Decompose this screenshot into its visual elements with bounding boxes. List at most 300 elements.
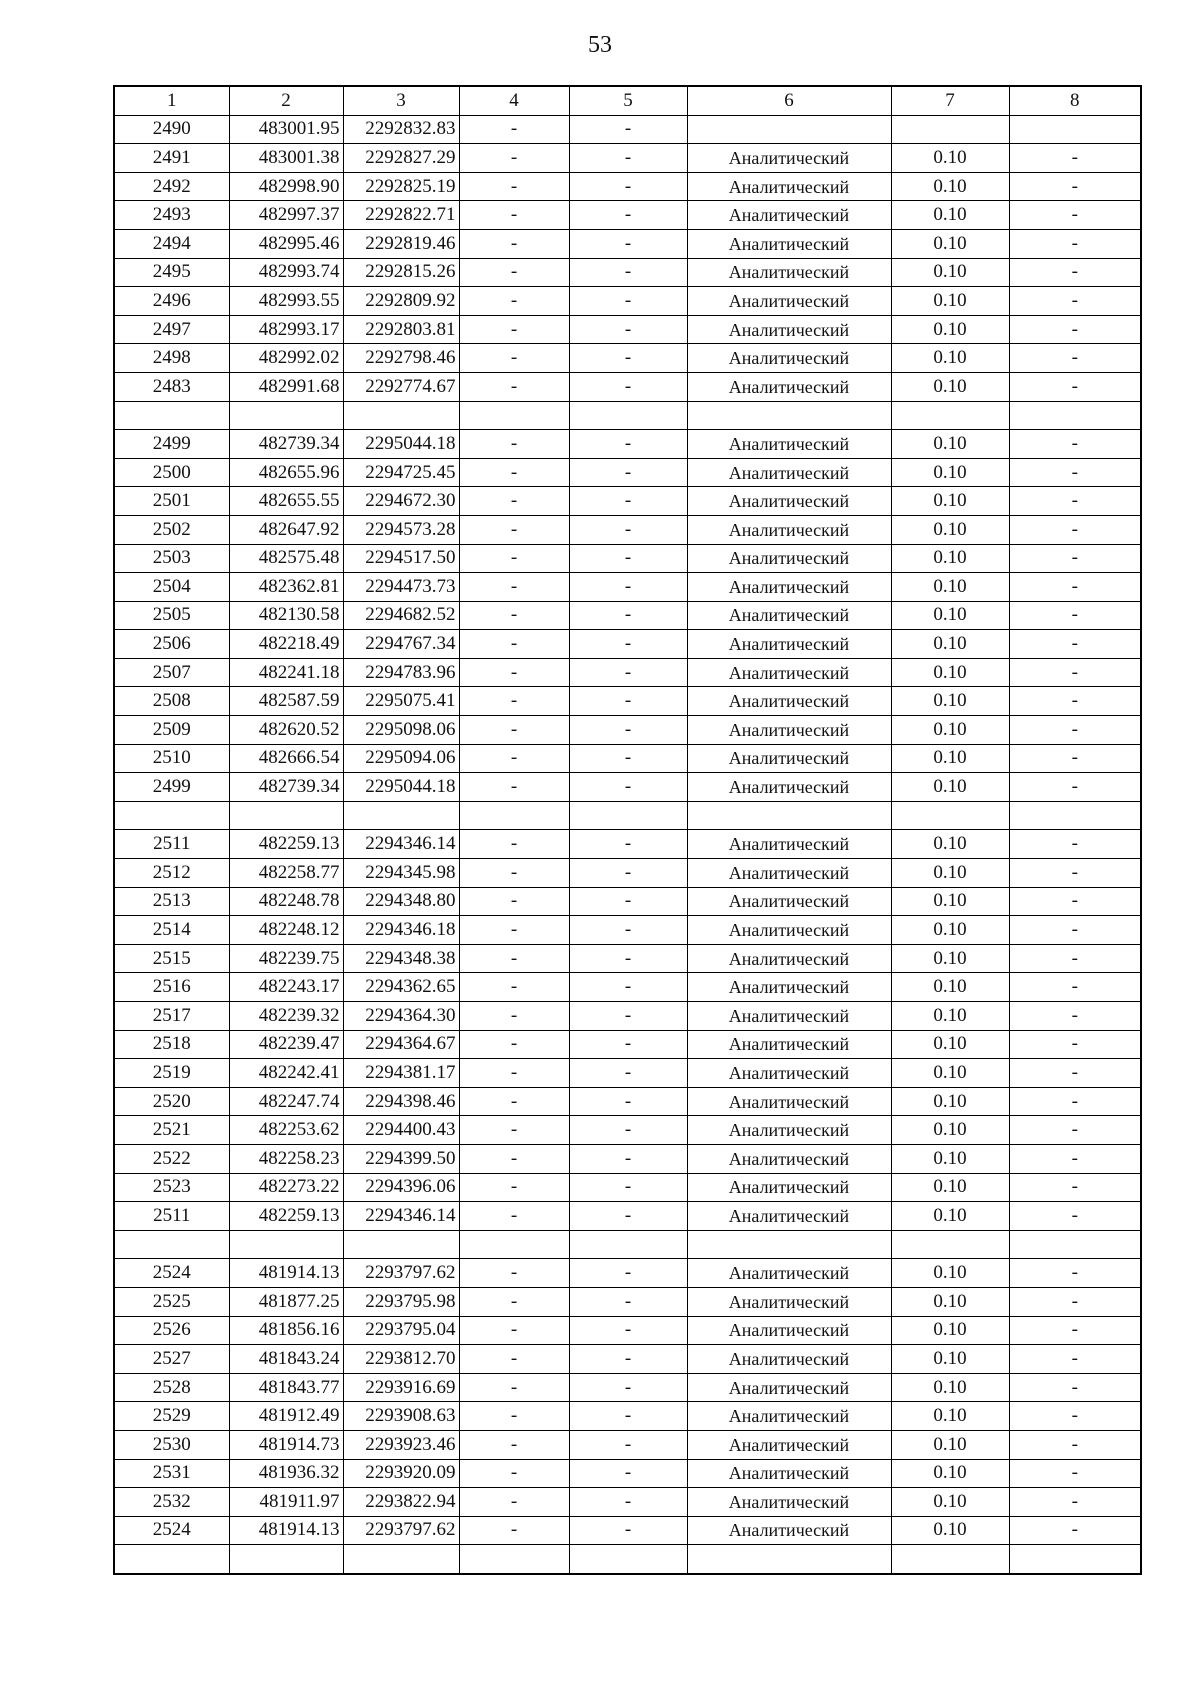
column-4-cell: -	[459, 630, 569, 659]
point-number-cell: 2506	[114, 630, 229, 659]
column-8-cell	[1009, 801, 1141, 830]
column-5-cell	[569, 801, 687, 830]
column-header-8: 8	[1009, 86, 1141, 115]
x-coordinate-cell: 482993.74	[229, 258, 343, 287]
column-4-cell: -	[459, 315, 569, 344]
column-4-cell: -	[459, 716, 569, 745]
method-cell: Аналитический	[687, 258, 891, 287]
method-cell: Аналитический	[687, 1087, 891, 1116]
y-coordinate-cell: 2292832.83	[343, 115, 459, 144]
accuracy-cell: 0.10	[891, 1002, 1009, 1031]
point-number-cell: 2528	[114, 1373, 229, 1402]
point-number-cell: 2522	[114, 1144, 229, 1173]
method-cell: Аналитический	[687, 1030, 891, 1059]
table-row	[114, 1116, 1141, 1145]
x-coordinate-cell: 482253.62	[229, 1116, 343, 1145]
column-5-cell: -	[569, 287, 687, 316]
column-8-cell: -	[1009, 573, 1141, 602]
column-4-cell	[459, 801, 569, 830]
accuracy-cell	[891, 1545, 1009, 1574]
column-4-cell: -	[459, 830, 569, 859]
x-coordinate-cell: 482248.78	[229, 887, 343, 916]
y-coordinate-cell: 2293797.62	[343, 1259, 459, 1288]
point-number-cell: 2503	[114, 544, 229, 573]
table-row	[114, 687, 1141, 716]
accuracy-cell: 0.10	[891, 1287, 1009, 1316]
x-coordinate-cell: 482993.55	[229, 287, 343, 316]
column-4-cell: -	[459, 372, 569, 401]
y-coordinate-cell: 2293795.98	[343, 1287, 459, 1316]
column-8-cell: -	[1009, 658, 1141, 687]
point-number-cell: 2497	[114, 315, 229, 344]
column-header-6: 6	[687, 86, 891, 115]
point-number-cell: 2505	[114, 601, 229, 630]
point-number-cell: 2514	[114, 916, 229, 945]
column-4-cell: -	[459, 1087, 569, 1116]
point-number-cell: 2515	[114, 944, 229, 973]
column-5-cell: -	[569, 830, 687, 859]
column-4-cell: -	[459, 1488, 569, 1517]
column-4-cell: -	[459, 144, 569, 173]
table-row	[114, 430, 1141, 459]
y-coordinate-cell: 2294682.52	[343, 601, 459, 630]
accuracy-cell: 0.10	[891, 1488, 1009, 1517]
column-8-cell: -	[1009, 1202, 1141, 1231]
table-row	[114, 1144, 1141, 1173]
column-8-cell: -	[1009, 1516, 1141, 1545]
column-8-cell: -	[1009, 229, 1141, 258]
column-5-cell: -	[569, 916, 687, 945]
y-coordinate-cell: 2294364.30	[343, 1002, 459, 1031]
column-8-cell: -	[1009, 1259, 1141, 1288]
point-number-cell: 2500	[114, 458, 229, 487]
x-coordinate-cell: 481936.32	[229, 1459, 343, 1488]
column-5-cell: -	[569, 315, 687, 344]
y-coordinate-cell	[343, 401, 459, 430]
accuracy-cell: 0.10	[891, 1087, 1009, 1116]
column-8-cell: -	[1009, 1173, 1141, 1202]
column-4-cell: -	[459, 1430, 569, 1459]
column-5-cell: -	[569, 573, 687, 602]
x-coordinate-cell: 482248.12	[229, 916, 343, 945]
point-number-cell: 2499	[114, 430, 229, 459]
column-4-cell: -	[459, 1316, 569, 1345]
y-coordinate-cell: 2294348.38	[343, 944, 459, 973]
column-header-1: 1	[114, 86, 229, 115]
point-number-cell: 2527	[114, 1345, 229, 1374]
table-row	[114, 859, 1141, 888]
table-row	[114, 973, 1141, 1002]
method-cell: Аналитический	[687, 430, 891, 459]
y-coordinate-cell: 2294783.96	[343, 658, 459, 687]
table-row	[114, 944, 1141, 973]
y-coordinate-cell: 2293797.62	[343, 1516, 459, 1545]
method-cell: Аналитический	[687, 601, 891, 630]
accuracy-cell: 0.10	[891, 1373, 1009, 1402]
table-header	[114, 86, 1141, 115]
x-coordinate-cell: 482993.17	[229, 315, 343, 344]
method-cell: Аналитический	[687, 744, 891, 773]
accuracy-cell: 0.10	[891, 744, 1009, 773]
column-5-cell: -	[569, 144, 687, 173]
y-coordinate-cell: 2294396.06	[343, 1173, 459, 1202]
column-5-cell: -	[569, 1459, 687, 1488]
table-row	[114, 830, 1141, 859]
column-8-cell	[1009, 1545, 1141, 1574]
accuracy-cell: 0.10	[891, 1116, 1009, 1145]
column-5-cell: -	[569, 515, 687, 544]
table-row	[114, 1230, 1141, 1259]
x-coordinate-cell: 482259.13	[229, 1202, 343, 1231]
x-coordinate-cell: 481914.13	[229, 1516, 343, 1545]
method-cell: Аналитический	[687, 658, 891, 687]
point-number-cell: 2496	[114, 287, 229, 316]
table-row	[114, 1430, 1141, 1459]
accuracy-cell: 0.10	[891, 344, 1009, 373]
method-cell: Аналитический	[687, 1144, 891, 1173]
point-number-cell: 2494	[114, 229, 229, 258]
x-coordinate-cell: 481843.24	[229, 1345, 343, 1374]
table-row	[114, 1402, 1141, 1431]
point-number-cell: 2529	[114, 1402, 229, 1431]
column-header-5: 5	[569, 86, 687, 115]
column-4-cell: -	[459, 544, 569, 573]
y-coordinate-cell: 2292822.71	[343, 201, 459, 230]
column-5-cell: -	[569, 344, 687, 373]
table-row	[114, 1287, 1141, 1316]
table-row	[114, 744, 1141, 773]
point-number-cell: 2499	[114, 773, 229, 802]
point-number-cell: 2492	[114, 172, 229, 201]
y-coordinate-cell: 2294364.67	[343, 1030, 459, 1059]
method-cell: Аналитический	[687, 1345, 891, 1374]
column-5-cell: -	[569, 687, 687, 716]
column-8-cell: -	[1009, 315, 1141, 344]
column-8-cell: -	[1009, 287, 1141, 316]
column-8-cell: -	[1009, 1488, 1141, 1517]
column-5-cell: -	[569, 1373, 687, 1402]
accuracy-cell: 0.10	[891, 315, 1009, 344]
accuracy-cell: 0.10	[891, 1259, 1009, 1288]
column-5-cell: -	[569, 973, 687, 1002]
x-coordinate-cell: 482995.46	[229, 229, 343, 258]
column-4-cell: -	[459, 1402, 569, 1431]
y-coordinate-cell: 2293822.94	[343, 1488, 459, 1517]
table-row	[114, 115, 1141, 144]
accuracy-cell: 0.10	[891, 773, 1009, 802]
method-cell: Аналитический	[687, 687, 891, 716]
column-5-cell: -	[569, 258, 687, 287]
table-row	[114, 1259, 1141, 1288]
column-8-cell: -	[1009, 458, 1141, 487]
method-cell: Аналитический	[687, 944, 891, 973]
x-coordinate-cell: 482992.02	[229, 344, 343, 373]
x-coordinate-cell: 482239.47	[229, 1030, 343, 1059]
table-row	[114, 172, 1141, 201]
accuracy-cell: 0.10	[891, 201, 1009, 230]
column-8-cell: -	[1009, 716, 1141, 745]
column-4-cell: -	[459, 458, 569, 487]
x-coordinate-cell: 482998.90	[229, 172, 343, 201]
column-4-cell: -	[459, 1202, 569, 1231]
table-row	[114, 1345, 1141, 1374]
y-coordinate-cell: 2294672.30	[343, 487, 459, 516]
column-8-cell: -	[1009, 973, 1141, 1002]
method-cell: Аналитический	[687, 515, 891, 544]
column-4-cell: -	[459, 944, 569, 973]
point-number-cell: 2517	[114, 1002, 229, 1031]
point-number-cell: 2501	[114, 487, 229, 516]
point-number-cell: 2512	[114, 859, 229, 888]
column-4-cell: -	[459, 229, 569, 258]
method-cell: Аналитический	[687, 973, 891, 1002]
x-coordinate-cell: 481877.25	[229, 1287, 343, 1316]
method-cell: Аналитический	[687, 1287, 891, 1316]
accuracy-cell: 0.10	[891, 887, 1009, 916]
table-row	[114, 573, 1141, 602]
column-5-cell: -	[569, 1287, 687, 1316]
column-5-cell: -	[569, 944, 687, 973]
y-coordinate-cell: 2294381.17	[343, 1059, 459, 1088]
y-coordinate-cell: 2294400.43	[343, 1116, 459, 1145]
point-number-cell: 2504	[114, 573, 229, 602]
column-8-cell: -	[1009, 1373, 1141, 1402]
method-cell: Аналитический	[687, 859, 891, 888]
column-8-cell: -	[1009, 1002, 1141, 1031]
y-coordinate-cell: 2294346.14	[343, 1202, 459, 1231]
x-coordinate-cell: 482362.81	[229, 573, 343, 602]
table-row	[114, 1202, 1141, 1231]
table-row	[114, 1173, 1141, 1202]
column-5-cell: -	[569, 430, 687, 459]
column-5-cell: -	[569, 1430, 687, 1459]
column-4-cell: -	[459, 115, 569, 144]
method-cell: Аналитический	[687, 229, 891, 258]
x-coordinate-cell: 481856.16	[229, 1316, 343, 1345]
accuracy-cell: 0.10	[891, 172, 1009, 201]
point-number-cell: 2520	[114, 1087, 229, 1116]
table-row	[114, 1545, 1141, 1574]
column-8-cell: -	[1009, 601, 1141, 630]
y-coordinate-cell: 2295094.06	[343, 744, 459, 773]
column-8-cell: -	[1009, 830, 1141, 859]
column-4-cell: -	[459, 1345, 569, 1374]
y-coordinate-cell: 2294573.28	[343, 515, 459, 544]
table-row	[114, 458, 1141, 487]
accuracy-cell: 0.10	[891, 1030, 1009, 1059]
column-header-4: 4	[459, 86, 569, 115]
accuracy-cell: 0.10	[891, 658, 1009, 687]
method-cell: Аналитический	[687, 1373, 891, 1402]
column-5-cell: -	[569, 372, 687, 401]
column-4-cell: -	[459, 1002, 569, 1031]
column-4-cell: -	[459, 1516, 569, 1545]
accuracy-cell: 0.10	[891, 944, 1009, 973]
column-8-cell	[1009, 1230, 1141, 1259]
point-number-cell: 2531	[114, 1459, 229, 1488]
accuracy-cell: 0.10	[891, 258, 1009, 287]
column-4-cell: -	[459, 487, 569, 516]
table-row	[114, 258, 1141, 287]
accuracy-cell: 0.10	[891, 515, 1009, 544]
method-cell: Аналитический	[687, 1116, 891, 1145]
column-8-cell: -	[1009, 430, 1141, 459]
column-5-cell: -	[569, 458, 687, 487]
column-8-cell: -	[1009, 630, 1141, 659]
column-5-cell	[569, 1230, 687, 1259]
x-coordinate-cell: 481843.77	[229, 1373, 343, 1402]
column-4-cell: -	[459, 287, 569, 316]
point-number-cell: 2490	[114, 115, 229, 144]
column-4-cell: -	[459, 1144, 569, 1173]
x-coordinate-cell: 482242.41	[229, 1059, 343, 1088]
table-row	[114, 801, 1141, 830]
y-coordinate-cell: 2294348.80	[343, 887, 459, 916]
x-coordinate-cell: 482241.18	[229, 658, 343, 687]
column-8-cell: -	[1009, 1459, 1141, 1488]
method-cell: Аналитический	[687, 1259, 891, 1288]
x-coordinate-cell: 482666.54	[229, 744, 343, 773]
method-cell: Аналитический	[687, 144, 891, 173]
column-4-cell: -	[459, 201, 569, 230]
x-coordinate-cell: 483001.38	[229, 144, 343, 173]
method-cell: Аналитический	[687, 1430, 891, 1459]
column-4-cell: -	[459, 1059, 569, 1088]
column-5-cell: -	[569, 1116, 687, 1145]
point-number-cell: 2532	[114, 1488, 229, 1517]
column-5-cell: -	[569, 201, 687, 230]
method-cell: Аналитический	[687, 287, 891, 316]
y-coordinate-cell: 2292819.46	[343, 229, 459, 258]
column-4-cell: -	[459, 658, 569, 687]
y-coordinate-cell: 2294345.98	[343, 859, 459, 888]
column-8-cell: -	[1009, 172, 1141, 201]
column-8-cell: -	[1009, 887, 1141, 916]
accuracy-cell: 0.10	[891, 859, 1009, 888]
method-cell: Аналитический	[687, 1516, 891, 1545]
y-coordinate-cell: 2292809.92	[343, 287, 459, 316]
point-number-cell: 2495	[114, 258, 229, 287]
column-5-cell: -	[569, 601, 687, 630]
accuracy-cell: 0.10	[891, 1430, 1009, 1459]
y-coordinate-cell: 2295044.18	[343, 773, 459, 802]
point-number-cell: 2493	[114, 201, 229, 230]
table-row	[114, 229, 1141, 258]
x-coordinate-cell: 482655.96	[229, 458, 343, 487]
column-5-cell: -	[569, 1345, 687, 1374]
column-8-cell: -	[1009, 487, 1141, 516]
point-number-cell: 2519	[114, 1059, 229, 1088]
column-8-cell: -	[1009, 773, 1141, 802]
table-row	[114, 1459, 1141, 1488]
table-body	[114, 115, 1141, 1574]
accuracy-cell: 0.10	[891, 1345, 1009, 1374]
method-cell: Аналитический	[687, 201, 891, 230]
point-number-cell: 2526	[114, 1316, 229, 1345]
x-coordinate-cell: 482273.22	[229, 1173, 343, 1202]
column-header-2: 2	[229, 86, 343, 115]
column-8-cell: -	[1009, 687, 1141, 716]
x-coordinate-cell: 482647.92	[229, 515, 343, 544]
column-4-cell	[459, 1230, 569, 1259]
accuracy-cell	[891, 115, 1009, 144]
column-header-7: 7	[891, 86, 1009, 115]
y-coordinate-cell: 2293916.69	[343, 1373, 459, 1402]
x-coordinate-cell: 482258.77	[229, 859, 343, 888]
column-8-cell: -	[1009, 1116, 1141, 1145]
point-number-cell: 2511	[114, 830, 229, 859]
column-5-cell: -	[569, 1144, 687, 1173]
column-4-cell: -	[459, 973, 569, 1002]
accuracy-cell	[891, 801, 1009, 830]
column-8-cell: -	[1009, 544, 1141, 573]
table-row	[114, 287, 1141, 316]
method-cell: Аналитический	[687, 773, 891, 802]
y-coordinate-cell: 2292825.19	[343, 172, 459, 201]
column-4-cell: -	[459, 916, 569, 945]
accuracy-cell: 0.10	[891, 1459, 1009, 1488]
column-5-cell: -	[569, 630, 687, 659]
method-cell: Аналитический	[687, 344, 891, 373]
table-row	[114, 916, 1141, 945]
x-coordinate-cell: 481914.13	[229, 1259, 343, 1288]
column-4-cell: -	[459, 430, 569, 459]
column-5-cell: -	[569, 1059, 687, 1088]
column-5-cell	[569, 401, 687, 430]
y-coordinate-cell	[343, 1230, 459, 1259]
table-row	[114, 773, 1141, 802]
y-coordinate-cell: 2292798.46	[343, 344, 459, 373]
column-8-cell: -	[1009, 372, 1141, 401]
column-8-cell: -	[1009, 258, 1141, 287]
column-5-cell: -	[569, 1087, 687, 1116]
method-cell: Аналитический	[687, 1488, 891, 1517]
y-coordinate-cell: 2293812.70	[343, 1345, 459, 1374]
y-coordinate-cell	[343, 801, 459, 830]
point-number-cell: 2502	[114, 515, 229, 544]
point-number-cell: 2508	[114, 687, 229, 716]
column-8-cell: -	[1009, 1144, 1141, 1173]
column-8-cell: -	[1009, 201, 1141, 230]
x-coordinate-cell: 482239.32	[229, 1002, 343, 1031]
column-8-cell	[1009, 115, 1141, 144]
accuracy-cell: 0.10	[891, 1059, 1009, 1088]
y-coordinate-cell: 2292815.26	[343, 258, 459, 287]
accuracy-cell: 0.10	[891, 630, 1009, 659]
point-number-cell	[114, 801, 229, 830]
method-cell	[687, 1230, 891, 1259]
table-row	[114, 315, 1141, 344]
point-number-cell: 2518	[114, 1030, 229, 1059]
point-number-cell: 2491	[114, 144, 229, 173]
table-row	[114, 601, 1141, 630]
column-4-cell	[459, 1545, 569, 1574]
x-coordinate-cell	[229, 801, 343, 830]
column-5-cell: -	[569, 773, 687, 802]
column-8-cell: -	[1009, 1030, 1141, 1059]
x-coordinate-cell: 481914.73	[229, 1430, 343, 1459]
y-coordinate-cell: 2295044.18	[343, 430, 459, 459]
column-8-cell: -	[1009, 916, 1141, 945]
y-coordinate-cell: 2294398.46	[343, 1087, 459, 1116]
table-row	[114, 1316, 1141, 1345]
point-number-cell: 2510	[114, 744, 229, 773]
y-coordinate-cell: 2293908.63	[343, 1402, 459, 1431]
table-row	[114, 372, 1141, 401]
x-coordinate-cell: 482243.17	[229, 973, 343, 1002]
column-5-cell: -	[569, 859, 687, 888]
x-coordinate-cell: 482247.74	[229, 1087, 343, 1116]
